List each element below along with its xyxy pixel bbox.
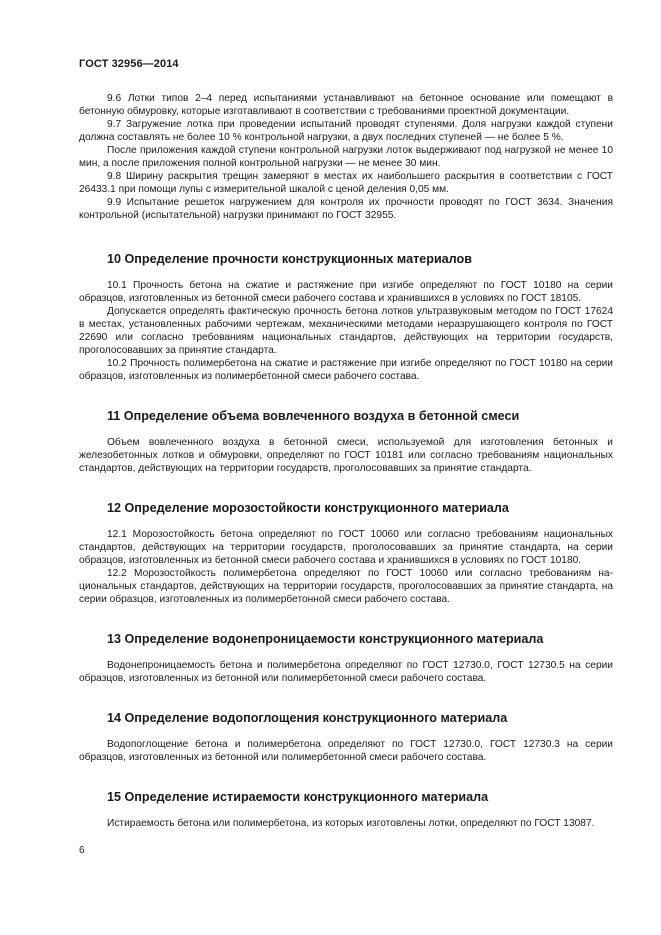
page-number: 6 xyxy=(79,845,85,856)
paragraph-13: Водонепроницаемость бетона и полимербетона определяют по ГОСТ 12730.0, ГОСТ 12730.5 на серии образцов, изготовленных из бетонной или полимербетонной смеси рабочего состава. xyxy=(79,660,613,684)
paragraph-9-7: 9.7 Загружение лотка при проведении испытаний проводят ступенями. Доля нагрузки каждой ступени должна составлять не более 10 % контрольной нагрузки, а двух последних ступеней — не более 5 %. xyxy=(79,119,613,143)
section-12 xyxy=(79,501,613,606)
paragraph-9-8: 9.8 Ширину раскрытия трещин замеряют в местах их наибольшего раскрытия в соответствии с ГОСТ 26433.1 при помощи лупы с измерительной шкалой с ценой деления 0,05 мм. xyxy=(79,171,613,195)
paragraph-9-7-cont: После приложения каждой ступени контрольной нагрузки лоток выдерживают под нагрузкой не менее 10 мин, а после приложения полной контрольной нагрузки — не менее 30 мин. xyxy=(79,145,613,169)
section-10-title: 10 Определение прочности конструкционных материалов xyxy=(107,252,472,266)
paragraph-10-2: 10.2 Прочность полимербетона на сжатие и растяжение при изгибе определяют по ГОСТ 10180 на серии образцов, изготовленных из полимербетонной смеси рабочего состава. xyxy=(79,358,613,382)
paragraph-10-1-cont: Допускается определять фактическую прочность бетона лотков ультразвуковым методом по ГОСТ 17624 в местах, установленных рабочими чертежам, механическими методами неразрушающего контроля по ГОСТ 22690 или согласно требованиям национальных стандартов, действующих на территории государств, проголосовавших за принятие стандарта. xyxy=(79,306,613,356)
section-12-title: 12 Определение морозостойкости конструкционного материала xyxy=(107,501,509,515)
document-body xyxy=(79,92,613,830)
section-10 xyxy=(79,252,613,383)
paragraph-14: Водопоглощение бетона и полимербетона определяют по ГОСТ 12730.0, ГОСТ 12730.3 на серии образцов, изготовленных из бетонной или полимербетонной смеси рабочего состава. xyxy=(79,739,613,763)
intro-section xyxy=(79,92,613,222)
section-15-title: 15 Определение истираемости конструкционного материала xyxy=(107,790,489,804)
document-header: ГОСТ 32956—2014 xyxy=(79,58,179,70)
section-11 xyxy=(79,409,613,475)
paragraph-12-1: 12.1 Морозостойкость бетона определяют по ГОСТ 10060 или согласно требованиям национальных стандартов, действующих на территории государств, проголосовавших за принятие стандарта, на серии образцов, изготовленных из бетонной смеси рабочего состава и хранившихся в условиях по ГОСТ 10180. xyxy=(79,529,613,566)
paragraph-9-9: 9.9 Испытание решеток нагружением для контроля их прочности проводят по ГОСТ 3634. Значения контрольной (испытательной) нагрузки принимают по ГОСТ 32955. xyxy=(79,197,613,221)
paragraph-15: Истираемость бетона или полимербетона, из которых изготовлены лотки, определяют по ГОСТ 13087. xyxy=(107,818,595,829)
section-14-title: 14 Определение водопоглощения конструкционного материала xyxy=(107,711,508,725)
paragraph-11: Объем вовлеченного воздуха в бетонной смеси, используемой для изготовления бетонных и железобетонных лотков и обмуровки, определяют по ГОСТ 10181 или согласно требованиям национальных стандартов, действующих на территории государств, проголосовавших за принятие стандарта. xyxy=(79,437,613,474)
section-13-title: 13 Определение водонепроницаемости конструкционного материала xyxy=(107,632,544,646)
paragraph-10-1: 10.1 Прочность бетона на сжатие и растяжение при изгибе определяют по ГОСТ 10180 на серии образцов, изготовленных из бетонной смеси рабочего состава и хранившихся в условиях по ГОСТ 18105. xyxy=(79,280,613,304)
section-13 xyxy=(79,632,613,685)
section-11-title: 11 Определение объема вовлеченного воздуха в бетонной смеси xyxy=(107,409,520,423)
paragraph-12-2: 12.2 Морозостойкость полимербетона определяют по ГОСТ 10060 или согласно требованиям национальных стандартов, действующих на территории государств, проголосовавших за принятие стандарта, на серии образцов, изготовленных из полимербетонной смеси рабочего состава. xyxy=(79,568,613,605)
section-14 xyxy=(79,711,613,764)
section-15 xyxy=(79,790,613,830)
paragraph-9-6: 9.6 Лотки типов 2–4 перед испытаниями устанавливают на бетонное основание или помещают в бетонную обмуровку, которые изготавливают в соответствии с требованиями проектной документации. xyxy=(79,93,613,117)
